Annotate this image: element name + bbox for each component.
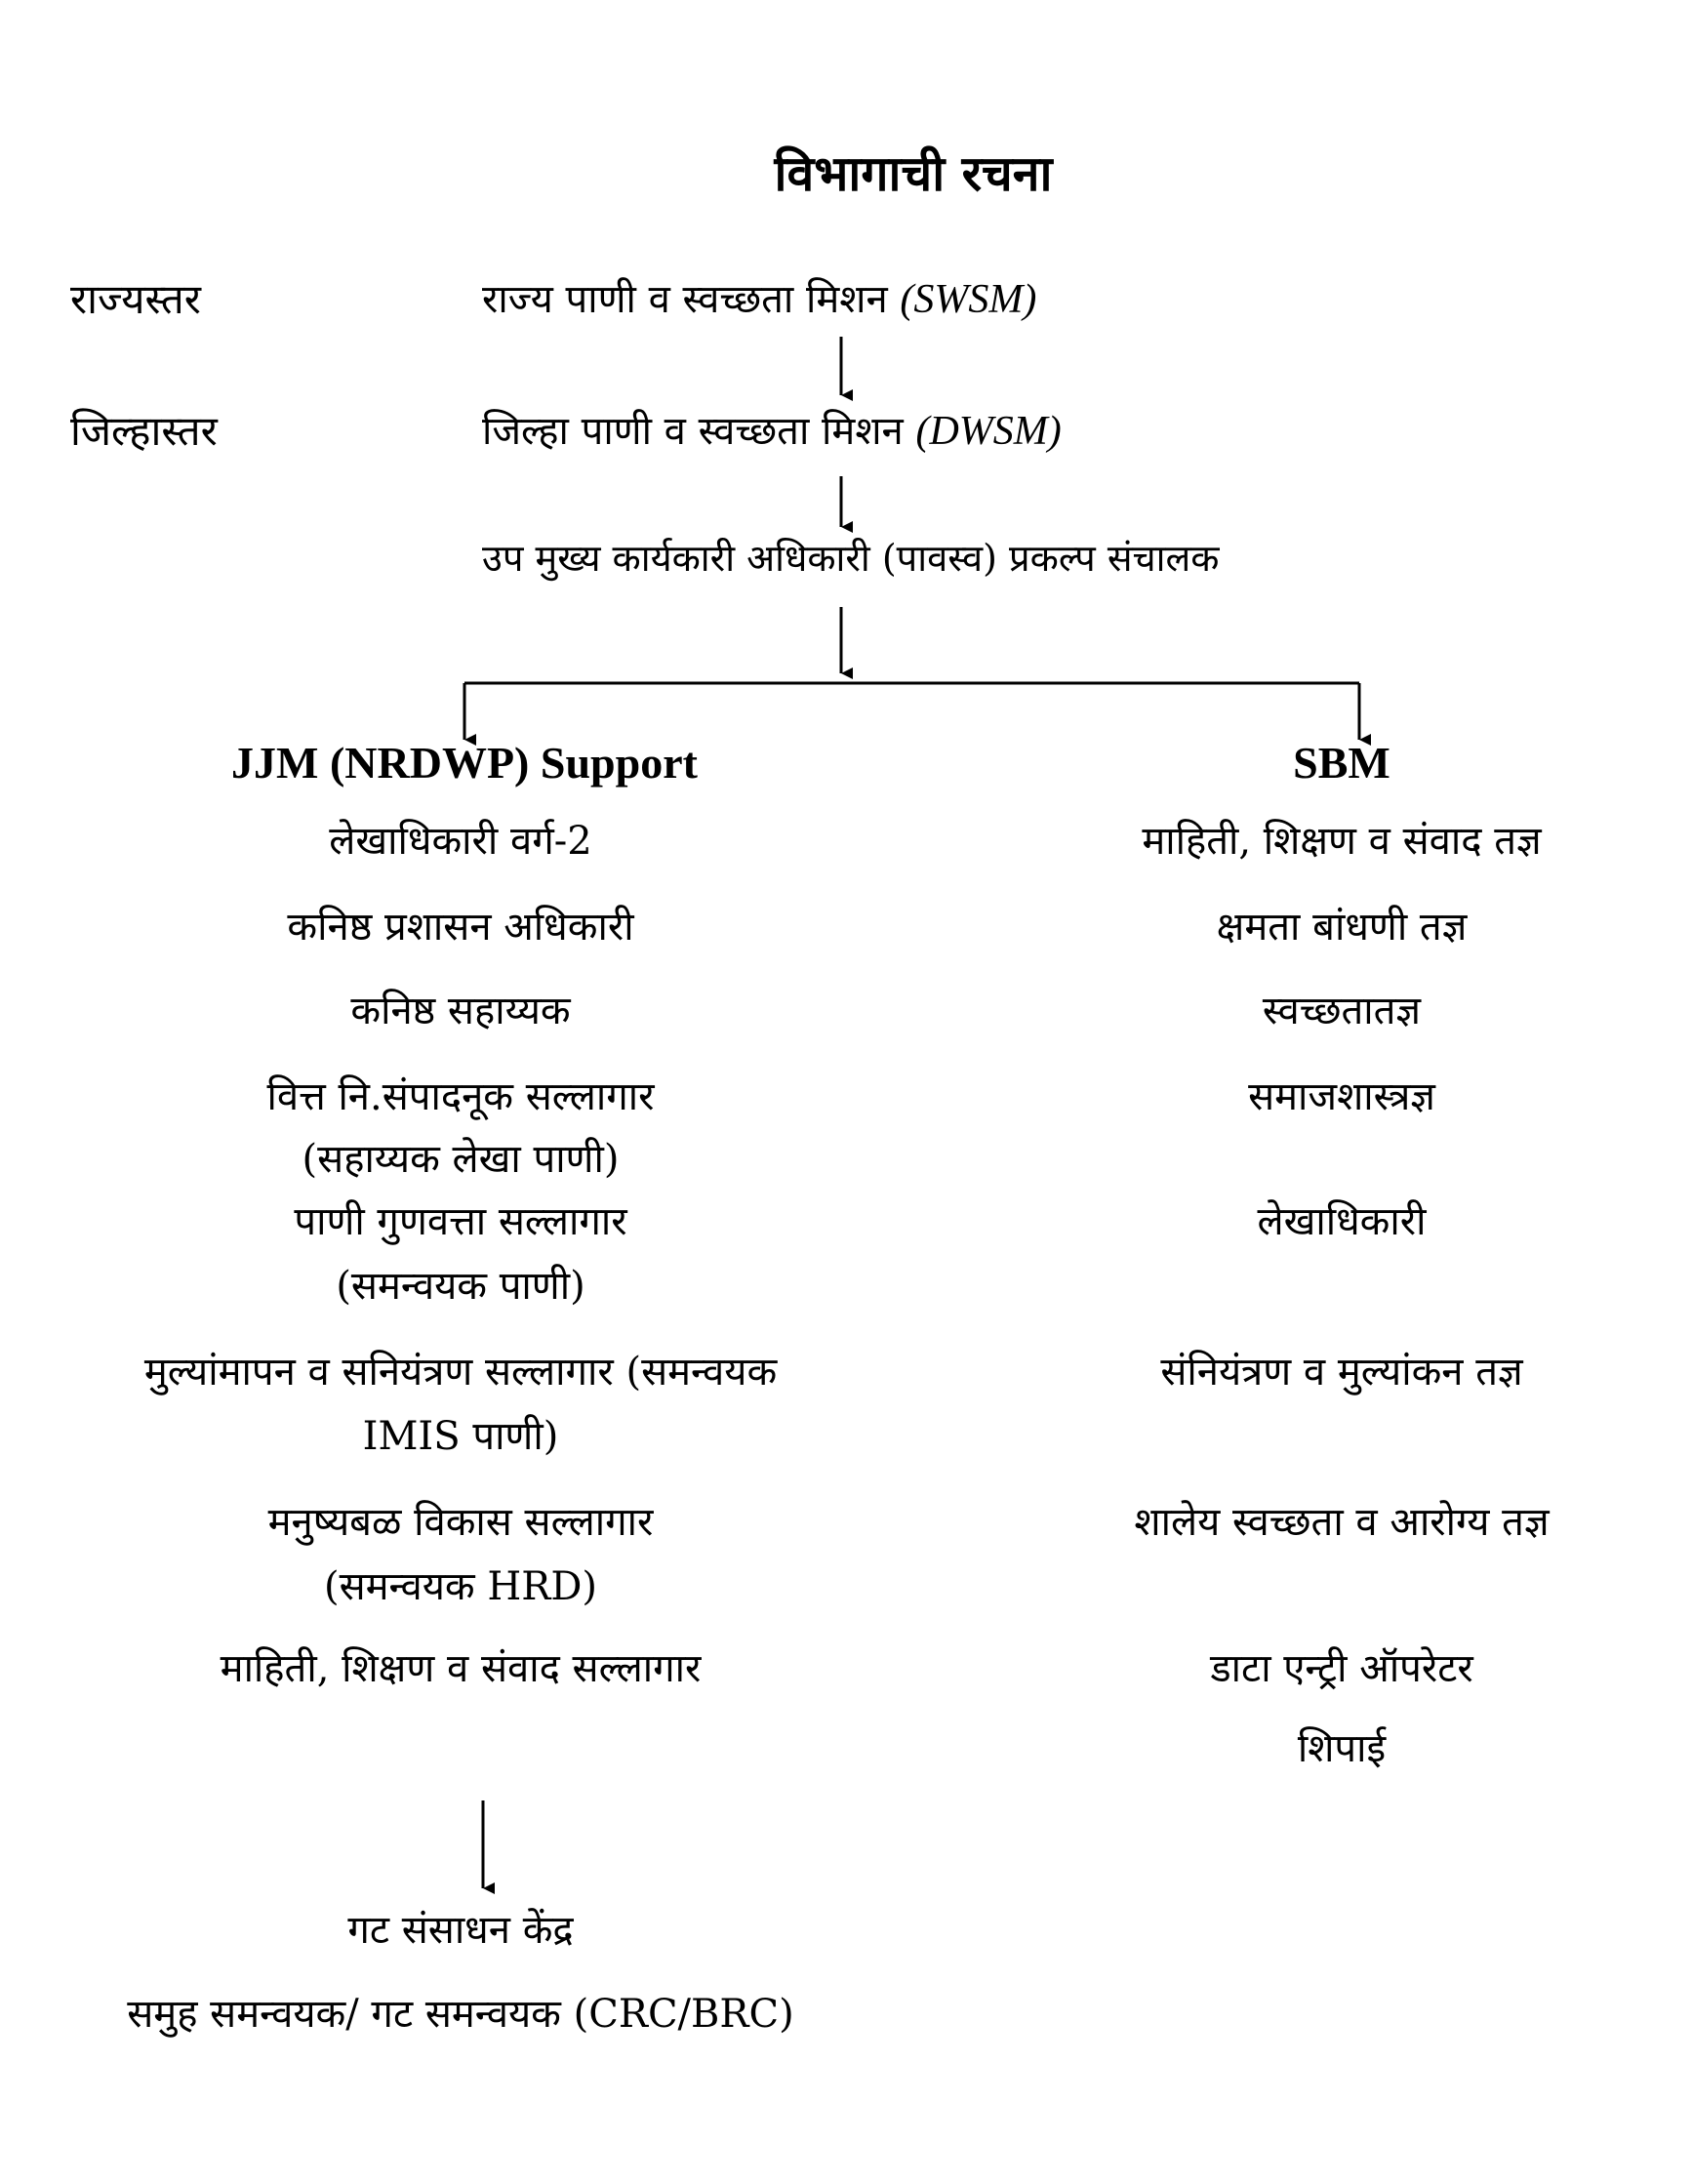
jjm-item: कनिष्ठ सहाय्यक [350,989,571,1033]
district-mission-name: जिल्हा पाणी व स्वच्छता मिशन [482,409,904,454]
page-title: विभागाची रचना [774,144,1053,202]
sbm-heading: SBM [1293,738,1390,788]
sbm-item: समाजशास्त्रज्ञ [1248,1074,1435,1119]
jjm-item: मनुष्यबळ विकास सल्लागार [267,1500,654,1545]
sbm-item: शालेय स्वच्छता व आरोग्य तज्ञ [1134,1500,1550,1545]
jjm-heading: JJM (NRDWP) Support [231,738,698,788]
sbm-item: लेखाधिकारी [1257,1199,1427,1244]
jjm-item: वित्त नि.संपादनूक सल्लागार [266,1074,655,1119]
jjm-item: पाणी गुणवत्ता सल्लागार [294,1199,627,1244]
sbm-item: शिपाई [1297,1726,1387,1771]
state-mission-abbr: (SWSM) [900,277,1037,322]
district-mission-abbr: (DWSM) [915,409,1062,454]
sbm-item: संनियंत्रण व मुल्यांकन तज्ञ [1160,1350,1523,1395]
jjm-item: IMIS पाणी) [362,1414,559,1459]
block-resource-center: गट संसाधन केंद्र [347,1908,574,1953]
jjm-item: माहिती, शिक्षण व संवाद सल्लागार [220,1646,702,1691]
district-level-label: जिल्हास्तर [70,407,218,455]
sbm-item: डाटा एन्ट्री ऑपरेटर [1210,1646,1473,1691]
deputy-ceo-officer: उप मुख्य कार्यकारी अधिकारी (पावस्व) प्रकल्प संचालक [482,537,1220,580]
jjm-item: मुल्यांमापन व सनियंत्रण सल्लागार (समन्वयक [143,1350,778,1395]
block-coordinator: समुह समन्वयक/ गट समन्वयक (CRC/BRC) [127,1992,794,2037]
sbm-item: क्षमता बांधणी तज्ञ [1216,905,1468,950]
jjm-item: (सहाय्यक लेखा पाणी) [302,1137,620,1182]
state-level-label: राज्यस्तर [70,275,201,323]
jjm-item: लेखाधिकारी वर्ग-2 [329,819,592,864]
district-mission [482,407,1062,456]
sbm-item: स्वच्छतातज्ञ [1262,989,1422,1033]
jjm-item: (समन्वयक पाणी) [336,1264,585,1309]
jjm-item: कनिष्ठ प्रशासन अधिकारी [287,905,634,950]
sbm-item: माहिती, शिक्षण व संवाद तज्ञ [1142,819,1542,864]
state-mission [482,275,1036,324]
state-mission-name: राज्य पाणी व स्वच्छता मिशन [482,277,888,322]
jjm-item: (समन्वयक HRD) [323,1564,598,1609]
